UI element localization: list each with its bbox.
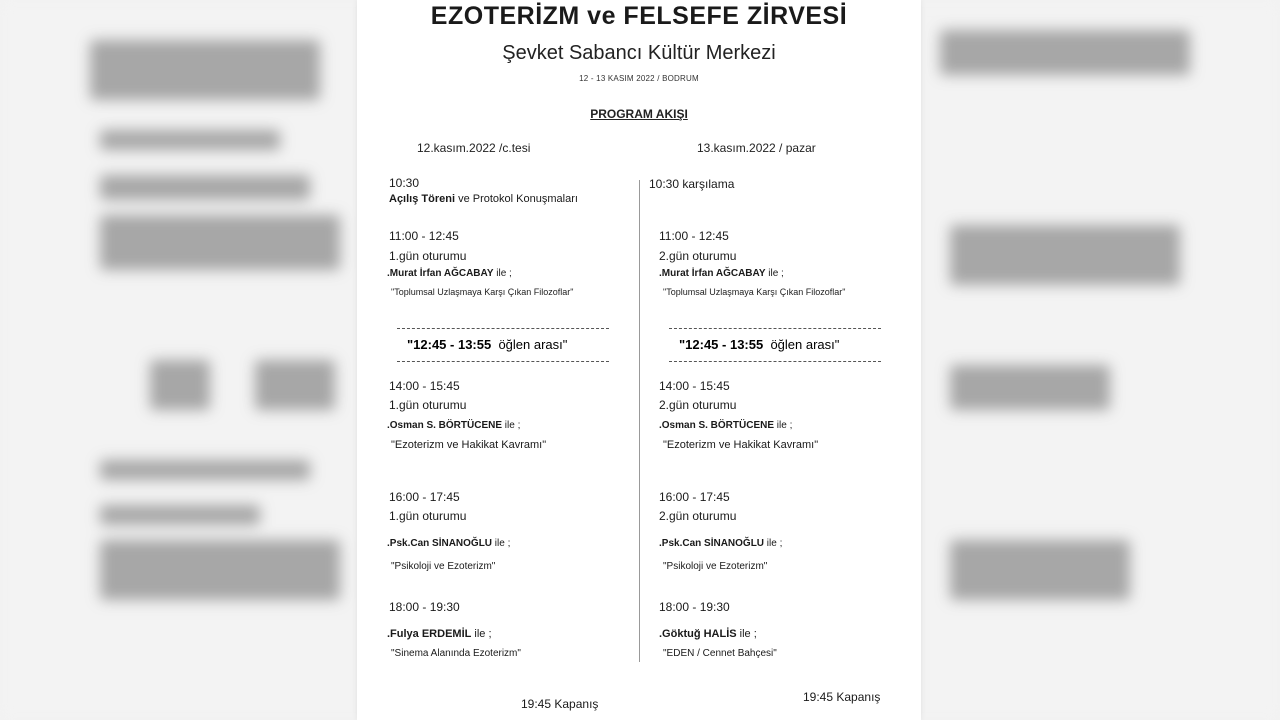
lunch-break <box>669 328 881 362</box>
speaker-line <box>659 538 782 549</box>
session-time: 16:00 - 17:45 <box>659 490 730 504</box>
talk-topic: "Ezoterizm ve Hakikat Kavramı" <box>663 439 819 451</box>
lunch-text <box>679 337 839 352</box>
speaker-name: .Fulya ERDEMİL <box>387 628 472 640</box>
talk-topic: "Toplumsal Uzlaşmaya Karşı Çıkan Filozoflar" <box>391 287 574 297</box>
poster-title: EZOTERİZM ve FELSEFE ZİRVESİ <box>430 2 848 30</box>
lunch-break <box>397 328 609 362</box>
session-time: 14:00 - 15:45 <box>659 379 730 393</box>
lunch-text <box>407 337 567 352</box>
session-label: 1.gün oturumu <box>389 509 467 523</box>
session-time: 18:00 - 19:30 <box>389 600 460 614</box>
session-time: 11:00 - 12:45 <box>659 229 729 243</box>
speaker-line <box>659 628 757 640</box>
speaker-line <box>387 628 492 640</box>
opening-ceremony <box>389 193 578 205</box>
session-time: 18:00 - 19:30 <box>659 600 730 614</box>
talk-topic: "Toplumsal Uzlaşmaya Karşı Çıkan Filozoflar" <box>663 287 846 297</box>
speaker-line <box>659 268 784 279</box>
opening-time: 10:30 <box>389 176 420 190</box>
talk-topic: "EDEN / Cennet Bahçesi" <box>663 648 777 659</box>
speaker-line <box>387 268 512 279</box>
lunch-label: öğlen arası" <box>770 337 840 352</box>
speaker-ile: ile ; <box>764 538 783 549</box>
speaker-line <box>387 538 510 549</box>
talk-topic: "Psikoloji ve Ezoterizm" <box>663 561 768 572</box>
event-dateline: 12 - 13 KASIM 2022 / BODRUM <box>579 74 699 83</box>
speaker-name: .Osman S. BÖRTÜCENE <box>659 420 775 431</box>
speaker-name: .Göktuğ HALİS <box>659 628 737 640</box>
speaker-ile: ile ; <box>493 268 512 279</box>
session-label: 2.gün oturumu <box>659 249 737 263</box>
closing-time: 19:45 Kapanış <box>521 697 599 711</box>
speaker-name: .Murat İrfan AĞCABAY <box>387 268 494 279</box>
column-divider <box>639 180 640 662</box>
venue-name: Şevket Sabancı Kültür Merkezi <box>502 42 776 64</box>
session-label: 2.gün oturumu <box>659 509 737 523</box>
speaker-ile: ile ; <box>492 538 511 549</box>
speaker-name: .Psk.Can SİNANOĞLU <box>659 538 765 549</box>
opening-rest: ve Protokol Konuşmaları <box>455 193 578 205</box>
talk-topic: "Sinema Alanında Ezoterizm" <box>391 648 521 659</box>
session-time: 11:00 - 12:45 <box>389 229 459 243</box>
talk-topic: "Ezoterizm ve Hakikat Kavramı" <box>391 439 547 451</box>
speaker-ile: ile ; <box>736 628 757 640</box>
session-time: 14:00 - 15:45 <box>389 379 460 393</box>
speaker-line <box>387 420 520 431</box>
opening-bold: Açılış Töreni <box>389 193 456 205</box>
speaker-name: .Osman S. BÖRTÜCENE <box>387 420 503 431</box>
talk-topic: "Psikoloji ve Ezoterizm" <box>391 561 496 572</box>
speaker-name: .Murat İrfan AĞCABAY <box>659 268 766 279</box>
day1-header: 12.kasım.2022 /c.tesi <box>417 141 531 155</box>
program-heading: PROGRAM AKIŞI <box>590 107 688 121</box>
speaker-ile: ile ; <box>765 268 784 279</box>
session-time: 16:00 - 17:45 <box>389 490 460 504</box>
speaker-ile: ile ; <box>471 628 492 640</box>
lunch-time: "12:45 - 13:55 <box>407 337 492 352</box>
session-label: 2.gün oturumu <box>659 398 737 412</box>
session-label: 1.gün oturumu <box>389 398 467 412</box>
lunch-time: "12:45 - 13:55 <box>679 337 764 352</box>
speaker-line <box>659 420 792 431</box>
speaker-ile: ile ; <box>502 420 521 431</box>
closing-time: 19:45 Kapanış <box>803 690 881 704</box>
opening-time: 10:30 karşılama <box>649 177 735 191</box>
day2-header: 13.kasım.2022 / pazar <box>697 141 816 155</box>
program-poster <box>357 0 921 720</box>
speaker-ile: ile ; <box>774 420 793 431</box>
session-label: 1.gün oturumu <box>389 249 467 263</box>
lunch-label: öğlen arası" <box>498 337 568 352</box>
speaker-name: .Psk.Can SİNANOĞLU <box>387 538 493 549</box>
